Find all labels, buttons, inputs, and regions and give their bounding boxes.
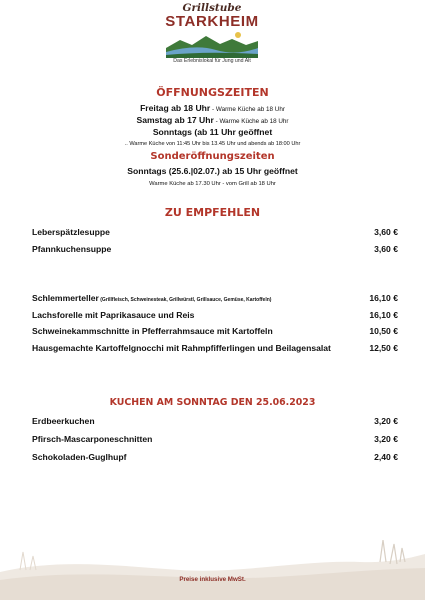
item-name: Erdbeerkuchen [32, 416, 95, 426]
item-price: 3,60 € [374, 227, 398, 237]
hours-heading: ÖFFNUNGSZEITEN [156, 86, 269, 99]
decorative-wave [0, 540, 425, 600]
restaurant-logo [162, 2, 262, 80]
item-name: Pfannkuchensuppe [32, 244, 112, 254]
item-price: 10,50 € [369, 326, 398, 336]
item-name: Schweinekammschnitte in Pfefferrahmsauce mit Kartoffeln [32, 326, 273, 336]
item-name-wrap [32, 293, 347, 306]
logo-main-text: STARKHEIM [165, 13, 259, 30]
special-hours: Sonntags (25.6.|02.07.) ab 15 Uhr geöffnet [127, 166, 298, 176]
item-name: Leberspätzlesuppe [32, 227, 110, 237]
recommend-heading: ZU EMPFEHLEN [164, 206, 261, 219]
hours-sunday-note: .. Warme Küche von 11:45 Uhr bis 13.45 Uhr und abends ab 18:00 Uhr [124, 141, 301, 147]
item-name: Hausgemachte Kartoffelgnocchi mit Rahmpfifferlingen und Beilagensalat [32, 343, 331, 353]
item-price: 3,20 € [374, 434, 398, 444]
landscape-icon [166, 30, 258, 58]
item-name: Schlemmerteller [32, 293, 99, 303]
item-name: Lachsforelle mit Paprikasauce und Reis [32, 310, 195, 320]
hours-sunday: Sonntags (ab 11 Uhr geöffnet [152, 127, 273, 137]
special-hours-note: Warme Küche ab 17.30 Uhr - vom Grill ab 18 Uhr [149, 181, 276, 187]
item-price: 2,40 € [374, 452, 398, 462]
logo-tagline: Das Erlebnislokal für Jung und Alt [173, 58, 251, 64]
item-price: 16,10 € [369, 293, 398, 303]
item-price: 12,50 € [369, 343, 398, 353]
item-name: Pfirsch-Mascarponeschnitten [32, 434, 153, 444]
item-price: 3,60 € [374, 244, 398, 254]
item-price: 3,20 € [374, 416, 398, 426]
footer-note: Preise inklusive MwSt. [179, 576, 246, 583]
special-hours-heading: Sonderöffnungszeiten [150, 151, 275, 162]
cakes-heading: KUCHEN AM SONNTAG DEN 25.06.2023 [109, 397, 316, 408]
logo-top-text: Grillstube [182, 2, 242, 14]
friday-note: - Warme Küche ab 18 Uhr [210, 106, 285, 113]
friday-label: Freitag ab 18 Uhr [140, 103, 211, 113]
saturday-label: Samstag ab 17 Uhr [136, 115, 214, 125]
item-note: (Grillfleisch, Schweinesteak, Grillwürstl, Grillsauce, Gemüse, Kartoffeln) [98, 297, 272, 303]
item-name: Schokoladen-Guglhupf [32, 452, 127, 462]
hours-friday [0, 103, 425, 115]
hours-saturday [0, 115, 425, 127]
item-price: 16,10 € [369, 310, 398, 320]
saturday-note: - Warme Küche ab 18 Uhr [213, 118, 289, 125]
